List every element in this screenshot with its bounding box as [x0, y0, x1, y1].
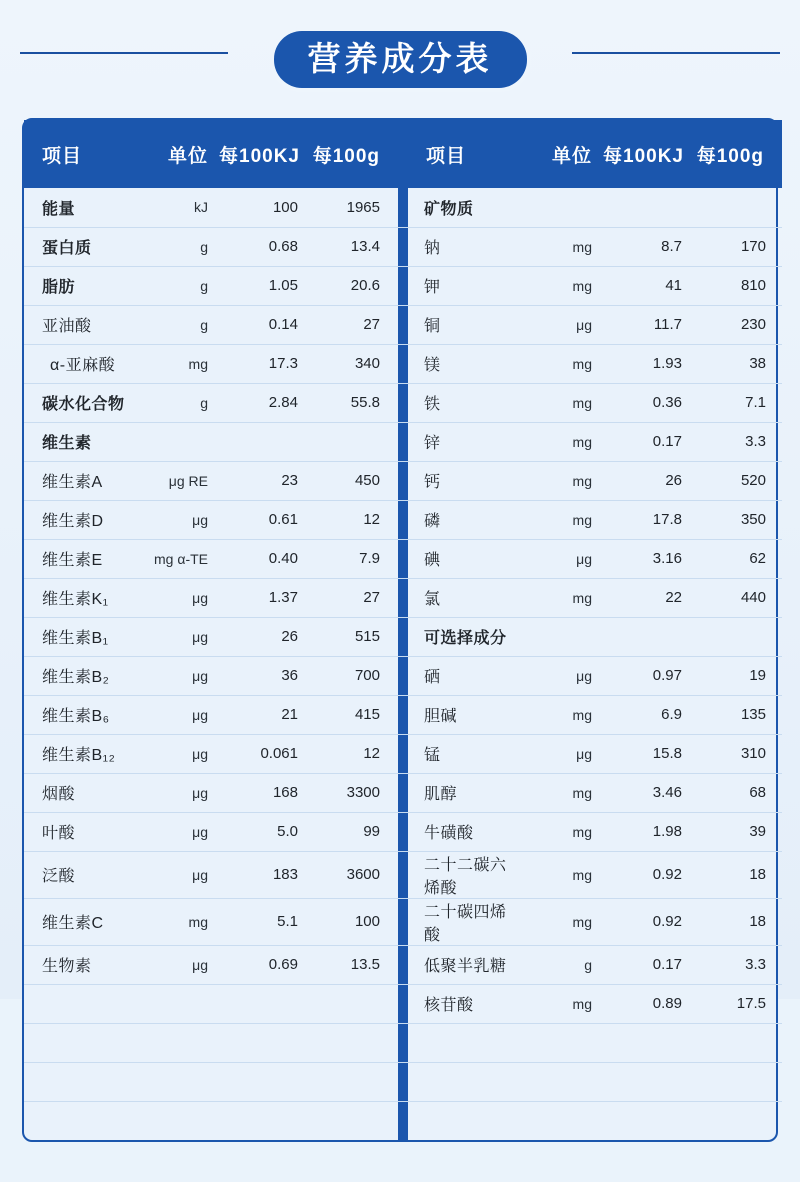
row-unit-right: mg	[518, 383, 596, 422]
row-item-right: 低聚半乳糖	[408, 945, 518, 984]
row-unit-right: μg	[518, 539, 596, 578]
row-unit-left: μg	[134, 734, 212, 773]
row-per100kj-left: 23	[212, 461, 304, 500]
row-item-right: 肌醇	[408, 773, 518, 812]
table-row	[24, 227, 782, 266]
row-unit-right: μg	[518, 305, 596, 344]
header-unit-left: 单位	[134, 120, 212, 188]
row-unit-right	[518, 1023, 596, 1062]
row-unit-right: mg	[518, 578, 596, 617]
column-divider	[398, 773, 408, 812]
table-row	[24, 578, 782, 617]
row-item-left: 脂肪	[24, 266, 134, 305]
row-per100g-left: 415	[304, 695, 398, 734]
row-unit-right	[518, 188, 596, 227]
row-unit-right: mg	[518, 461, 596, 500]
table-body	[24, 188, 782, 1140]
row-item-right: 核苷酸	[408, 984, 518, 1023]
row-unit-left	[134, 1023, 212, 1062]
row-per100kj-left: 1.05	[212, 266, 304, 305]
row-unit-left	[134, 984, 212, 1023]
row-item-left: 碳水化合物	[24, 383, 134, 422]
row-per100g-left: 7.9	[304, 539, 398, 578]
row-per100kj-right: 0.36	[596, 383, 688, 422]
row-per100kj-left: 183	[212, 851, 304, 898]
table-row	[24, 656, 782, 695]
row-item-left: 烟酸	[24, 773, 134, 812]
title-rule-right	[572, 52, 780, 54]
row-per100g-left: 27	[304, 305, 398, 344]
row-per100g-left: 515	[304, 617, 398, 656]
row-item-right: 铁	[408, 383, 518, 422]
row-item-left: 维生素B₆	[24, 695, 134, 734]
row-per100kj-left: 21	[212, 695, 304, 734]
row-per100kj-left: 0.14	[212, 305, 304, 344]
header-item-left: 项目	[24, 120, 134, 188]
row-per100kj-right: 22	[596, 578, 688, 617]
row-unit-right: mg	[518, 984, 596, 1023]
header-per100g-left: 每100g	[304, 120, 398, 188]
row-item-right: 可选择成分	[408, 617, 518, 656]
row-per100g-right	[688, 1101, 782, 1140]
column-divider	[398, 188, 408, 227]
row-item-right: 二十二碳六烯酸	[408, 851, 518, 898]
row-per100g-left: 3600	[304, 851, 398, 898]
row-unit-left	[134, 1062, 212, 1101]
row-per100kj-right: 0.17	[596, 422, 688, 461]
row-unit-right: mg	[518, 344, 596, 383]
row-item-left	[24, 1023, 134, 1062]
row-unit-left: μg	[134, 773, 212, 812]
row-per100g-right: 810	[688, 266, 782, 305]
table-row	[24, 812, 782, 851]
column-divider	[398, 617, 408, 656]
row-per100kj-right: 11.7	[596, 305, 688, 344]
row-unit-left: g	[134, 305, 212, 344]
row-per100kj-right	[596, 188, 688, 227]
row-item-right	[408, 1101, 518, 1140]
row-item-right: 钾	[408, 266, 518, 305]
row-per100g-right: 3.3	[688, 422, 782, 461]
row-item-right	[408, 1062, 518, 1101]
row-unit-left: μg	[134, 656, 212, 695]
row-per100kj-left: 0.69	[212, 945, 304, 984]
header-row	[24, 120, 782, 188]
nutrition-table	[24, 120, 782, 1140]
row-per100kj-right: 15.8	[596, 734, 688, 773]
column-divider	[398, 227, 408, 266]
row-item-left: 维生素E	[24, 539, 134, 578]
table-row	[24, 695, 782, 734]
row-per100g-left: 1965	[304, 188, 398, 227]
row-per100g-left	[304, 422, 398, 461]
row-per100g-left: 3300	[304, 773, 398, 812]
table-row	[24, 734, 782, 773]
row-per100kj-right: 0.92	[596, 851, 688, 898]
row-unit-right: mg	[518, 422, 596, 461]
row-item-right: 钠	[408, 227, 518, 266]
row-unit-left: μg	[134, 500, 212, 539]
row-per100kj-right: 17.8	[596, 500, 688, 539]
row-per100kj-right: 3.46	[596, 773, 688, 812]
row-per100g-right: 520	[688, 461, 782, 500]
row-item-left: α-亚麻酸	[24, 344, 134, 383]
row-per100kj-left: 2.84	[212, 383, 304, 422]
row-per100kj-left: 0.68	[212, 227, 304, 266]
header-per100kj-right: 每100KJ	[596, 120, 688, 188]
column-divider	[398, 305, 408, 344]
row-unit-left	[134, 1101, 212, 1140]
row-per100kj-left: 0.61	[212, 500, 304, 539]
row-per100g-right	[688, 617, 782, 656]
column-divider	[398, 344, 408, 383]
row-item-left: 泛酸	[24, 851, 134, 898]
row-per100g-left: 340	[304, 344, 398, 383]
row-per100kj-right: 1.93	[596, 344, 688, 383]
column-divider	[398, 1062, 408, 1101]
row-per100g-left: 100	[304, 898, 398, 945]
row-item-left: 维生素B₂	[24, 656, 134, 695]
row-per100g-left	[304, 1062, 398, 1101]
row-unit-right: mg	[518, 812, 596, 851]
row-item-right: 牛磺酸	[408, 812, 518, 851]
row-per100g-right: 19	[688, 656, 782, 695]
column-divider	[398, 461, 408, 500]
row-per100g-left: 13.5	[304, 945, 398, 984]
column-divider	[398, 945, 408, 984]
row-unit-right	[518, 1062, 596, 1101]
column-divider	[398, 120, 408, 188]
row-item-left: 维生素D	[24, 500, 134, 539]
row-per100g-right	[688, 1062, 782, 1101]
row-unit-left: μg RE	[134, 461, 212, 500]
row-item-left	[24, 1062, 134, 1101]
row-per100kj-right: 1.98	[596, 812, 688, 851]
row-per100g-left: 27	[304, 578, 398, 617]
column-divider	[398, 734, 408, 773]
row-unit-right: g	[518, 945, 596, 984]
column-divider	[398, 898, 408, 945]
row-item-left: 维生素A	[24, 461, 134, 500]
row-item-right: 氯	[408, 578, 518, 617]
column-divider	[398, 1023, 408, 1062]
row-per100g-right: 7.1	[688, 383, 782, 422]
row-per100kj-right	[596, 617, 688, 656]
table-row	[24, 1062, 782, 1101]
row-item-right: 矿物质	[408, 188, 518, 227]
row-per100g-left: 20.6	[304, 266, 398, 305]
column-divider	[398, 1101, 408, 1140]
row-unit-right: mg	[518, 227, 596, 266]
header-item-right: 项目	[408, 120, 518, 188]
row-unit-right: mg	[518, 773, 596, 812]
row-item-right: 胆碱	[408, 695, 518, 734]
row-unit-left: μg	[134, 851, 212, 898]
row-per100kj-right: 3.16	[596, 539, 688, 578]
row-unit-right: mg	[518, 898, 596, 945]
row-per100g-right	[688, 1023, 782, 1062]
row-unit-right: mg	[518, 266, 596, 305]
row-unit-left: μg	[134, 945, 212, 984]
row-per100kj-left: 26	[212, 617, 304, 656]
row-per100g-right: 68	[688, 773, 782, 812]
table-row	[24, 266, 782, 305]
row-per100g-right: 38	[688, 344, 782, 383]
table-row	[24, 422, 782, 461]
row-per100g-left: 55.8	[304, 383, 398, 422]
row-per100kj-right: 0.89	[596, 984, 688, 1023]
page-title: 营养成分表	[274, 31, 527, 88]
row-item-left: 能量	[24, 188, 134, 227]
row-item-right: 磷	[408, 500, 518, 539]
row-item-right: 镁	[408, 344, 518, 383]
title-section	[0, 0, 800, 118]
table-row	[24, 984, 782, 1023]
column-divider	[398, 656, 408, 695]
row-per100kj-left: 36	[212, 656, 304, 695]
row-unit-left	[134, 422, 212, 461]
column-divider	[398, 266, 408, 305]
row-unit-left: mg	[134, 898, 212, 945]
row-per100kj-left: 1.37	[212, 578, 304, 617]
column-divider	[398, 812, 408, 851]
table-row	[24, 617, 782, 656]
row-unit-left: kJ	[134, 188, 212, 227]
table-row	[24, 1023, 782, 1062]
row-per100g-left	[304, 1023, 398, 1062]
row-unit-left: μg	[134, 617, 212, 656]
row-per100kj-left	[212, 984, 304, 1023]
row-per100kj-left: 100	[212, 188, 304, 227]
row-per100kj-right	[596, 1101, 688, 1140]
row-per100kj-left	[212, 422, 304, 461]
row-item-left	[24, 1101, 134, 1140]
row-per100kj-left: 0.061	[212, 734, 304, 773]
table-row	[24, 898, 782, 945]
column-divider	[398, 500, 408, 539]
table-row	[24, 188, 782, 227]
row-item-left: 维生素	[24, 422, 134, 461]
row-unit-right: mg	[518, 851, 596, 898]
row-per100kj-right: 0.97	[596, 656, 688, 695]
row-item-right: 锰	[408, 734, 518, 773]
row-unit-left: μg	[134, 812, 212, 851]
row-unit-right	[518, 1101, 596, 1140]
row-unit-left: μg	[134, 695, 212, 734]
row-per100kj-right: 26	[596, 461, 688, 500]
row-per100kj-left: 168	[212, 773, 304, 812]
column-divider	[398, 984, 408, 1023]
row-per100g-left: 700	[304, 656, 398, 695]
column-divider	[398, 383, 408, 422]
row-per100g-right: 170	[688, 227, 782, 266]
title-rule-left	[20, 52, 228, 54]
row-item-right: 锌	[408, 422, 518, 461]
table-row	[24, 1101, 782, 1140]
row-per100g-right: 310	[688, 734, 782, 773]
row-per100kj-right	[596, 1023, 688, 1062]
row-item-right: 碘	[408, 539, 518, 578]
row-per100g-left: 13.4	[304, 227, 398, 266]
table-header	[24, 120, 782, 188]
row-per100g-right: 440	[688, 578, 782, 617]
table-row	[24, 383, 782, 422]
table-row	[24, 305, 782, 344]
row-unit-right: μg	[518, 734, 596, 773]
row-unit-right	[518, 617, 596, 656]
table-row	[24, 539, 782, 578]
row-per100kj-left	[212, 1023, 304, 1062]
row-per100g-left	[304, 1101, 398, 1140]
row-item-right: 铜	[408, 305, 518, 344]
row-per100kj-right: 0.17	[596, 945, 688, 984]
row-unit-left: mg α-TE	[134, 539, 212, 578]
column-divider	[398, 695, 408, 734]
table-row	[24, 945, 782, 984]
row-per100kj-left: 5.0	[212, 812, 304, 851]
row-unit-left: g	[134, 266, 212, 305]
row-unit-right: mg	[518, 500, 596, 539]
row-per100kj-left: 0.40	[212, 539, 304, 578]
row-item-right: 二十碳四烯酸	[408, 898, 518, 945]
row-unit-right: mg	[518, 695, 596, 734]
header-unit-right: 单位	[518, 120, 596, 188]
row-unit-left: g	[134, 383, 212, 422]
row-per100g-right: 17.5	[688, 984, 782, 1023]
column-divider	[398, 539, 408, 578]
row-per100kj-left	[212, 1062, 304, 1101]
row-item-left: 维生素B₁	[24, 617, 134, 656]
row-item-left: 叶酸	[24, 812, 134, 851]
row-per100kj-left: 5.1	[212, 898, 304, 945]
row-item-left: 亚油酸	[24, 305, 134, 344]
table-row	[24, 344, 782, 383]
row-item-left: 维生素B₁₂	[24, 734, 134, 773]
row-item-left	[24, 984, 134, 1023]
row-unit-left: mg	[134, 344, 212, 383]
header-per100kj-left: 每100KJ	[212, 120, 304, 188]
row-per100g-right	[688, 188, 782, 227]
table-row	[24, 500, 782, 539]
table-row	[24, 461, 782, 500]
row-per100kj-left: 17.3	[212, 344, 304, 383]
row-item-left: 维生素C	[24, 898, 134, 945]
row-per100kj-right: 41	[596, 266, 688, 305]
row-item-right	[408, 1023, 518, 1062]
nutrition-table-card	[22, 118, 778, 1142]
row-per100kj-right	[596, 1062, 688, 1101]
row-per100kj-left	[212, 1101, 304, 1140]
row-per100g-left: 99	[304, 812, 398, 851]
row-per100g-right: 3.3	[688, 945, 782, 984]
table-row	[24, 851, 782, 898]
row-item-right: 硒	[408, 656, 518, 695]
row-item-left: 蛋白质	[24, 227, 134, 266]
row-unit-left: μg	[134, 578, 212, 617]
column-divider	[398, 578, 408, 617]
row-per100g-right: 350	[688, 500, 782, 539]
column-divider	[398, 422, 408, 461]
column-divider	[398, 851, 408, 898]
row-per100g-left	[304, 984, 398, 1023]
row-per100g-right: 230	[688, 305, 782, 344]
row-per100g-left: 12	[304, 500, 398, 539]
header-per100g-right: 每100g	[688, 120, 782, 188]
row-per100kj-right: 0.92	[596, 898, 688, 945]
row-per100g-left: 12	[304, 734, 398, 773]
row-per100g-right: 135	[688, 695, 782, 734]
row-item-left: 生物素	[24, 945, 134, 984]
row-item-right: 钙	[408, 461, 518, 500]
row-per100g-right: 62	[688, 539, 782, 578]
row-per100kj-right: 6.9	[596, 695, 688, 734]
table-row	[24, 773, 782, 812]
bottom-spacer	[0, 1142, 800, 1182]
row-item-left: 维生素K₁	[24, 578, 134, 617]
row-unit-left: g	[134, 227, 212, 266]
row-per100g-right: 18	[688, 851, 782, 898]
row-unit-right: μg	[518, 656, 596, 695]
row-per100g-right: 18	[688, 898, 782, 945]
row-per100g-left: 450	[304, 461, 398, 500]
row-per100g-right: 39	[688, 812, 782, 851]
row-per100kj-right: 8.7	[596, 227, 688, 266]
